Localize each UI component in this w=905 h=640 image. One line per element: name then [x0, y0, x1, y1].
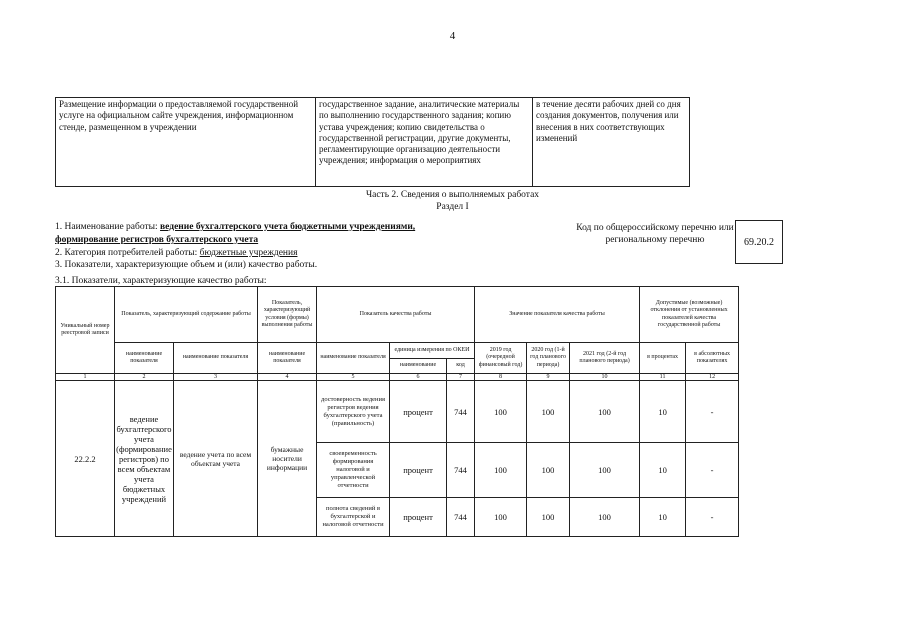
quality-name: полнота сведений в бухгалтерской и налоговой отчетности [317, 498, 390, 537]
header-quality: Показатель качества работы [317, 287, 475, 343]
work-name-value-2: формирование регистров бухгалтерского учета [55, 235, 259, 245]
col-num: 4 [258, 374, 317, 381]
value-2019: 100 [475, 498, 527, 537]
col-num: 10 [570, 374, 640, 381]
deviation-percent: 10 [640, 498, 686, 537]
quality-table [55, 286, 739, 537]
unit-code: 744 [447, 443, 475, 498]
col-num: 1 [56, 374, 115, 381]
value-2019: 100 [475, 443, 527, 498]
unit-code: 744 [447, 498, 475, 537]
header-unique-number: Уникальный номер реестровой записи [56, 287, 115, 374]
header-2019: 2019 год (очередной финансовый год) [475, 343, 527, 374]
work-category-label: 2. Категория потребителей работы: [55, 248, 198, 258]
deviation-absolute: - [686, 381, 739, 443]
header-unit-code: код [447, 359, 475, 374]
header-2021: 2021 год (2-й год планового периода) [570, 343, 640, 374]
header-quality-name: наименование показателя [317, 343, 390, 374]
value-2020: 100 [527, 381, 570, 443]
header-name-2: наименование показателя [174, 343, 258, 374]
deviation-percent: 10 [640, 381, 686, 443]
deviation-absolute: - [686, 498, 739, 537]
col-num: 9 [527, 374, 570, 381]
record-condition: бумажные носители информации [258, 381, 317, 537]
col-num: 6 [390, 374, 447, 381]
record-content-2: ведение учета по всем объектам учета [174, 381, 258, 537]
value-2021: 100 [570, 381, 640, 443]
header-name-1: наименование показателя [115, 343, 174, 374]
record-id: 22.2.2 [56, 381, 115, 537]
unit-code: 744 [447, 381, 475, 443]
col-num: 5 [317, 374, 390, 381]
col-num: 3 [174, 374, 258, 381]
code-value: 69.20.2 [744, 236, 774, 248]
col-num: 12 [686, 374, 739, 381]
info-placement-table [55, 97, 690, 187]
value-2020: 100 [527, 498, 570, 537]
work-name-line [55, 222, 415, 232]
page-number: 4 [449, 30, 456, 42]
header-content: Показатель, характеризующий содержание работы [115, 287, 258, 343]
quality-name: своевременность формирования налоговой и управленческой отчетности [317, 443, 390, 498]
unit-name: процент [390, 498, 447, 537]
code-box [735, 220, 783, 264]
work-name-value-1: ведение бухгалтерского учета бюджетными учреждениями, [160, 222, 416, 232]
code-label: Код по общероссийскому перечню или региональному перечню [576, 223, 734, 245]
value-2021: 100 [570, 443, 640, 498]
info-placement-content: государственное задание, аналитические материалы по выполнению государственного задания; копию устава учреждения; копию свидетельства о государственной регистрации, другие документы, регламентирующие организацию деятельности учреждения; информация о мероприятиях [316, 98, 533, 187]
info-placement-method: Размещение информации о предоставляемой государственной услуге на официальном сайте учреждения, информационном стенде, размещенном в учреждении [56, 98, 316, 187]
col-num: 11 [640, 374, 686, 381]
value-2019: 100 [475, 381, 527, 443]
header-absolute: в абсолютных показателях [686, 343, 739, 374]
record-content-1: ведение бухгалтерского учета (формирование регистров) по всем объектам учета бюджетных учреждений [115, 381, 174, 537]
header-conditions: Показатель, характеризующий условия (формы) выполнения работы [258, 287, 317, 343]
quality-name: достоверность ведения регистров ведения бухгалтерского учета (правильность) [317, 381, 390, 443]
header-2020: 2020 год (1-й год планового периода) [527, 343, 570, 374]
work-indicators: 3. Показатели, характеризующие объем и (или) качество работы. [55, 260, 318, 270]
value-2020: 100 [527, 443, 570, 498]
col-num: 7 [447, 374, 475, 381]
work-category-value: бюджетные учреждения [199, 248, 298, 258]
part2-title: Часть 2. Сведения о выполняемых работах [365, 190, 540, 200]
column-numbers-row [56, 374, 739, 381]
info-placement-frequency: в течение десяти рабочих дней со дня создания документов, получения или внесения в них соответствующих изменений [533, 98, 690, 187]
header-deviation: Допустимые (возможные) отклонения от установленных показателей качества государственной работы [640, 287, 739, 343]
unit-name: процент [390, 443, 447, 498]
col-num: 8 [475, 374, 527, 381]
header-values: Значение показателя качества работы [475, 287, 640, 343]
quality-title: 3.1. Показатели, характеризующие качество работы: [55, 276, 267, 286]
header-unit-name: наименование [390, 359, 447, 374]
work-name-label: 1. Наименование работы: [55, 222, 158, 232]
table-row [56, 381, 739, 443]
header-percent: в процентах [640, 343, 686, 374]
col-num: 2 [115, 374, 174, 381]
work-category-line [55, 248, 297, 258]
deviation-absolute: - [686, 443, 739, 498]
value-2021: 100 [570, 498, 640, 537]
section-title: Раздел I [436, 202, 469, 212]
unit-name: процент [390, 381, 447, 443]
deviation-percent: 10 [640, 443, 686, 498]
header-name-3: наименование показателя [258, 343, 317, 374]
header-unit: единица измерения по ОКЕИ [390, 343, 475, 359]
